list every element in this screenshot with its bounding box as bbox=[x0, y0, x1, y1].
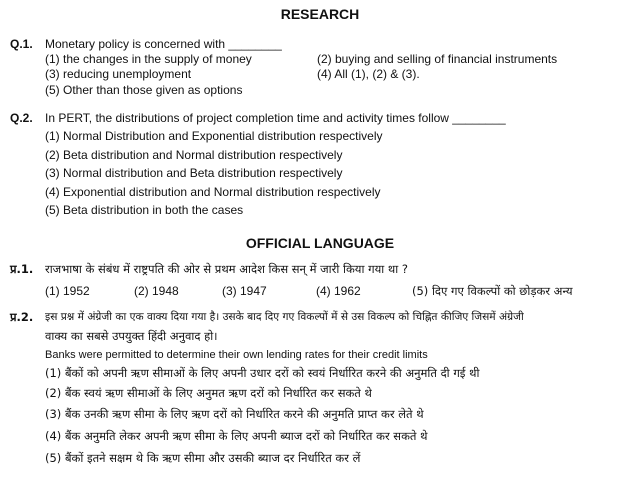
question-text-q1: Monetary policy is concerned with ________ bbox=[45, 37, 282, 51]
option-q2-4: (4) Exponential distribution and Normal distribution respectively bbox=[45, 185, 381, 199]
english-sentence: Banks were permitted to determine their own lending rates for their credit limits bbox=[45, 349, 428, 361]
option-q1-5: (5) Other than those given as options bbox=[45, 83, 243, 97]
option-pr1-2: (2) 1948 bbox=[134, 284, 179, 298]
option-pr1-1: (1) 1952 bbox=[45, 284, 90, 298]
section-heading-research: RESEARCH bbox=[280, 6, 360, 22]
option-pr2-3: (3) बैंक उनकी ऋण सीमा के लिए ऋण दरों को निर्धारित करने की अनुमति प्राप्त कर लेते थे bbox=[45, 407, 424, 421]
option-pr2-4: (4) बैंक अनुमति लेकर अपनी ऋण सीमा के लिए अपनी ब्याज दरों को निर्धारित कर सकते थे bbox=[45, 429, 428, 443]
option-pr1-4: (4) 1962 bbox=[316, 284, 361, 298]
question-number-q2: Q.2. bbox=[10, 111, 33, 125]
option-q2-2: (2) Beta distribution and Normal distribution respectively bbox=[45, 148, 343, 162]
option-q1-2: (2) buying and selling of financial instruments bbox=[317, 52, 558, 66]
option-q2-1: (1) Normal Distribution and Exponential distribution respectively bbox=[45, 129, 383, 143]
option-q1-1: (1) the changes in the supply of money bbox=[45, 52, 252, 66]
option-pr2-2: (2) बैंक स्वयं ऋण सीमाओं के लिए अनुमत ऋण दरों को निर्धारित कर सकते थे bbox=[45, 386, 372, 400]
option-pr2-5: (5) बैंकों इतने सक्षम थे कि ऋण सीमा और उसकी ब्याज दर निर्धारित कर लें bbox=[45, 451, 361, 465]
question-number-pr1: प्र.1. bbox=[10, 262, 34, 276]
question-text-pr2-line1: इस प्रश्न में अंग्रेजी का एक वाक्य दिया गया है। उसके बाद दिए गए विकल्पों में से उस विकल्प को चिह्नित कीजिए जिसमें अंग्रेजी bbox=[45, 311, 524, 323]
option-pr1-5: (5) दिए गए विकल्पों को छोड़कर अन्य bbox=[412, 284, 573, 298]
question-number-pr2: प्र.2. bbox=[10, 310, 34, 324]
question-text-pr1: राजभाषा के संबंध में राष्ट्रपति की ओर से प्रथम आदेश किस सन् में जारी किया गया था ? bbox=[45, 262, 408, 276]
option-pr2-1: (1) बैंकों को अपनी ऋण सीमाओं के लिए अपनी उधार दरों को स्वयं निर्धारित करने की अनुमति दी गई थी bbox=[45, 366, 480, 380]
option-q2-5: (5) Beta distribution in both the cases bbox=[45, 203, 244, 217]
option-q1-4: (4) All (1), (2) & (3). bbox=[317, 67, 420, 81]
option-pr1-3: (3) 1947 bbox=[222, 284, 267, 298]
question-text-q2: In PERT, the distributions of project completion time and activity times follow ________ bbox=[45, 111, 506, 125]
question-number-q1: Q.1. bbox=[10, 37, 33, 51]
question-text-pr2-line2: वाक्य का सबसे उपयुक्त हिंदी अनुवाद हो। bbox=[45, 329, 218, 343]
option-q2-3: (3) Normal distribution and Beta distribution respectively bbox=[45, 166, 343, 180]
option-q1-3: (3) reducing unemployment bbox=[45, 67, 192, 81]
section-heading-official-language: OFFICIAL LANGUAGE bbox=[245, 235, 395, 251]
